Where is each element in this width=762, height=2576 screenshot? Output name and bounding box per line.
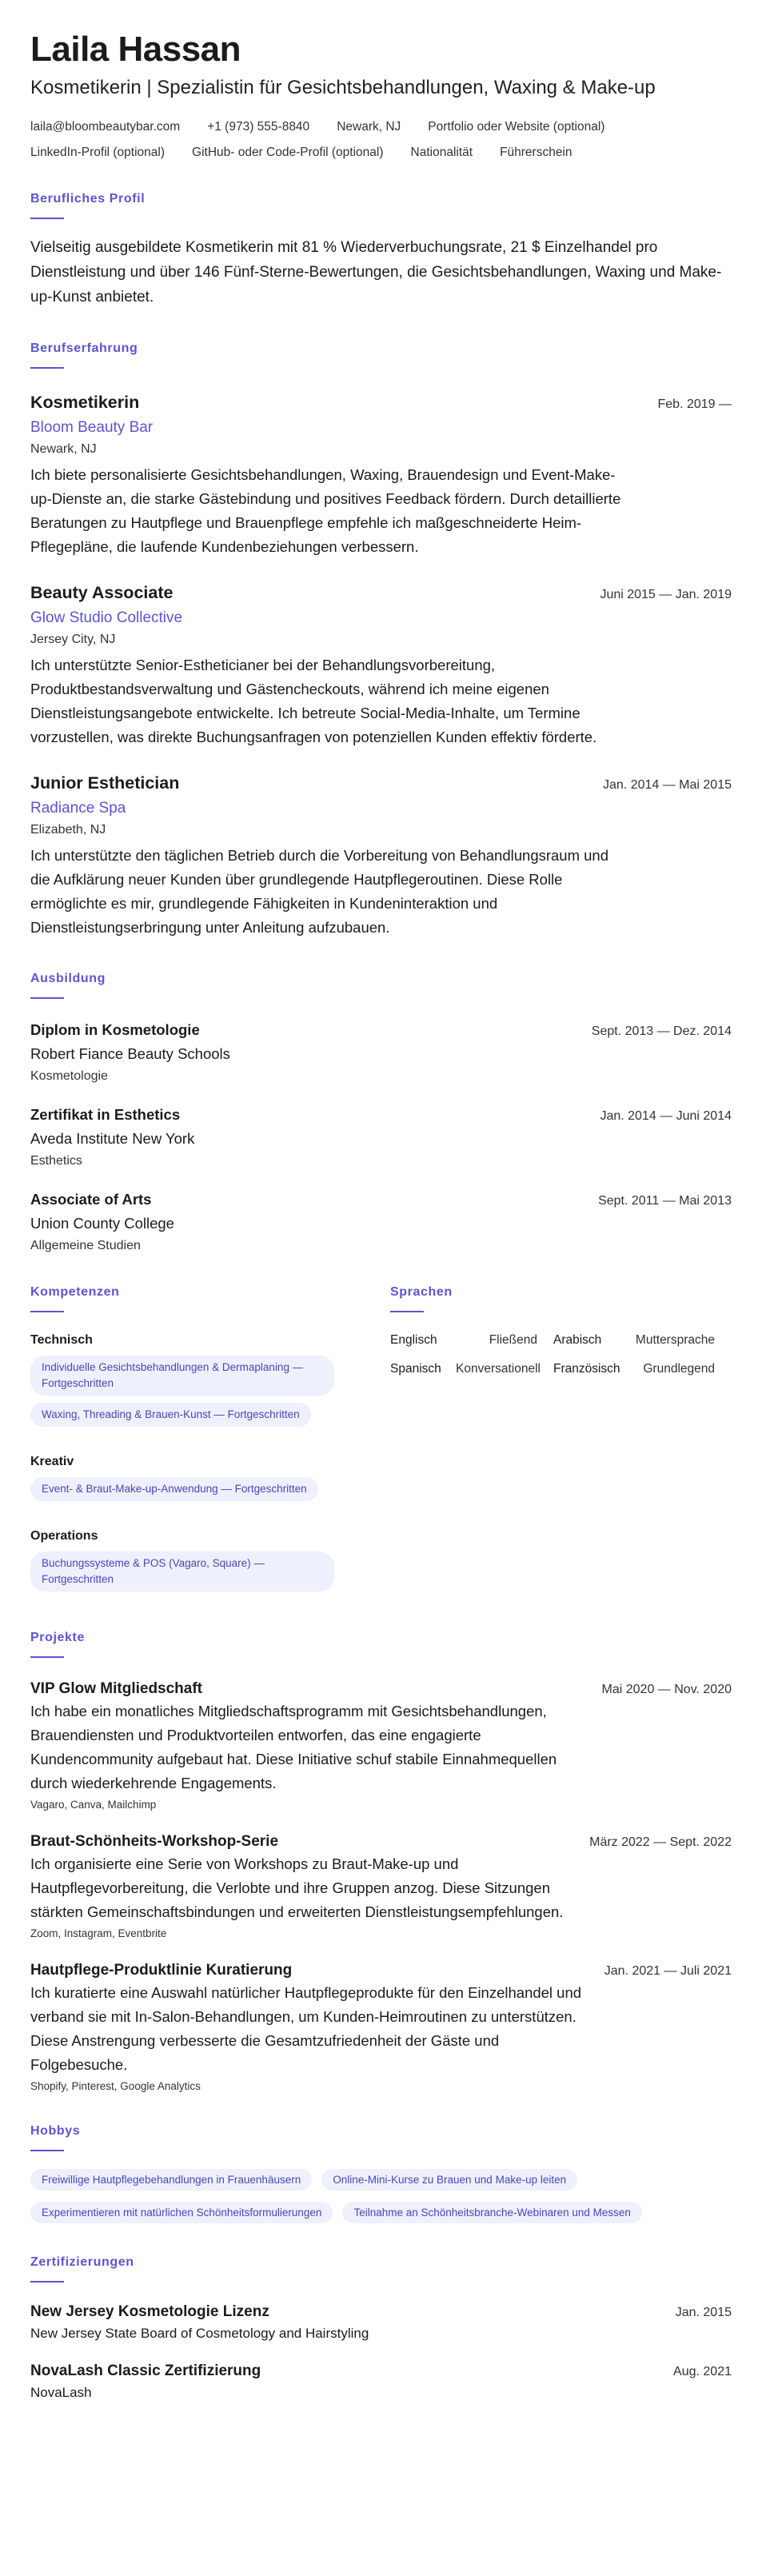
project-entry <box>30 1680 732 1811</box>
certifications-section <box>30 2255 732 2401</box>
education-entry <box>30 1021 732 1084</box>
section-title: Berufserfahrung <box>30 341 138 356</box>
project-tools: Zoom, Instagram, Eventbrite <box>30 1927 167 1940</box>
job-title: Junior Esthetician <box>30 773 180 793</box>
contact-list <box>30 120 732 160</box>
section-divider <box>30 1656 64 1658</box>
job-entry <box>30 773 732 940</box>
job-company: Bloom Beauty Bar <box>30 419 154 437</box>
job-location: Elizabeth, NJ <box>30 823 106 837</box>
language-name: Französisch <box>553 1362 620 1376</box>
skill-chip: Waxing, Threading & Brauen-Kunst — Fortgeschritten <box>30 1403 311 1427</box>
education-field: Allgemeine Studien <box>30 1239 141 1253</box>
skill-chip: Buchungssysteme & POS (Vagaro, Square) — Fortgeschritten <box>30 1552 334 1592</box>
education-date: Jan. 2014 — Juni 2014 <box>600 1109 732 1124</box>
section-title: Kompetenzen <box>30 1285 120 1300</box>
certification-issuer: New Jersey State Board of Cosmetology and Hairstyling <box>30 2326 369 2342</box>
project-tools: Shopify, Pinterest, Google Analytics <box>30 2080 201 2093</box>
project-tools: Vagaro, Canva, Mailchimp <box>30 1799 157 1811</box>
education-date: Sept. 2011 — Mai 2013 <box>598 1194 732 1208</box>
project-date: Jan. 2021 — Juli 2021 <box>604 1964 732 1979</box>
contact-email[interactable]: laila@bloombeautybar.com <box>30 120 181 134</box>
section-title: Zertifizierungen <box>30 2255 134 2270</box>
skills-section <box>30 1285 390 1599</box>
candidate-name: Laila Hassan <box>30 30 241 69</box>
contact-github[interactable]: GitHub- oder Code-Profil (optional) <box>192 146 384 160</box>
certification-issuer: NovaLash <box>30 2385 92 2401</box>
skills-languages-row <box>30 1285 732 1599</box>
language-level: Muttersprache <box>635 1333 715 1348</box>
section-title: Sprachen <box>390 1285 453 1300</box>
hobby-chip: Experimentieren mit natürlichen Schönheitsformulierungen <box>30 2202 333 2223</box>
contact-drivers-license: Führerschein <box>500 146 572 160</box>
job-location: Newark, NJ <box>30 442 97 457</box>
section-title: Ausbildung <box>30 972 106 986</box>
language-level: Grundlegend <box>643 1362 715 1376</box>
job-date: Jan. 2014 — Mai 2015 <box>603 778 732 793</box>
section-divider <box>30 2150 64 2151</box>
project-title: VIP Glow Mitgliedschaft <box>30 1680 203 1698</box>
language-level: Fließend <box>489 1333 537 1348</box>
hobby-chip: Freiwillige Hautpflegebehandlungen in Frauenhäusern <box>30 2169 312 2191</box>
skill-category: Kreativ <box>30 1455 74 1469</box>
education-degree: Diplom in Kosmetologie <box>30 1021 200 1039</box>
education-degree: Zertifikat in Esthetics <box>30 1106 181 1124</box>
education-school: Robert Fiance Beauty Schools <box>30 1045 230 1063</box>
profile-summary: Vielseitig ausgebildete Kosmetikerin mit 81 % Wiederverbuchungsrate, 21 $ Einzelhandel pro Dienstleistung und über 146 Fünf-Sterne-Bewertungen, die Gesichtsbehandlungen, Waxing und Make-up-Kunst anbietet. <box>30 239 722 306</box>
contact-nationality: Nationalität <box>410 146 473 160</box>
education-degree: Associate of Arts <box>30 1191 152 1208</box>
section-divider <box>30 367 64 369</box>
section-divider <box>390 1311 424 1312</box>
skill-chip: Individuelle Gesichtsbehandlungen & Dermaplaning — Fortgeschritten <box>30 1356 334 1396</box>
profile-section <box>30 192 732 310</box>
contact-portfolio[interactable]: Portfolio oder Website (optional) <box>428 120 605 134</box>
section-title: Hobbys <box>30 2124 81 2139</box>
project-date: Mai 2020 — Nov. 2020 <box>601 1683 732 1697</box>
job-title: Kosmetikerin <box>30 393 140 413</box>
job-date: Juni 2015 — Jan. 2019 <box>600 588 732 602</box>
job-title: Beauty Associate <box>30 583 174 603</box>
education-school: Aveda Institute New York <box>30 1130 195 1148</box>
section-title: Berufliches Profil <box>30 192 146 206</box>
project-title: Hautpflege-Produktlinie Kuratierung <box>30 1962 293 1979</box>
contact-location: Newark, NJ <box>337 120 401 134</box>
certification-date: Aug. 2021 <box>673 2365 732 2379</box>
language-level: Konversationell <box>456 1362 541 1376</box>
skill-category: Technisch <box>30 1333 93 1348</box>
languages-section <box>390 1285 722 1599</box>
job-description: Ich unterstützte den täglichen Betrieb durch die Vorbereitung von Behandlungsraum und die Aufklärung neuer Kunden über grundlegende Hautpflegeroutinen. Diese Rolle ermöglichte es mir, grundlegende Fähigkeiten in Kundeninteraktion und Dienstleistungserbringung unter Anleitung aufzubauen. <box>30 847 609 937</box>
education-field: Kosmetologie <box>30 1069 108 1084</box>
certification-entry <box>30 2362 732 2401</box>
job-entry <box>30 393 732 559</box>
language-name: Arabisch <box>553 1333 602 1348</box>
education-field: Esthetics <box>30 1154 82 1168</box>
section-divider <box>30 218 64 219</box>
contact-linkedin[interactable]: LinkedIn-Profil (optional) <box>30 146 166 160</box>
skill-chip: Event- & Braut-Make-up-Anwendung — Fortgeschritten <box>30 1477 318 1501</box>
section-divider <box>30 2281 64 2282</box>
experience-section <box>30 341 732 940</box>
education-date: Sept. 2013 — Dez. 2014 <box>591 1024 732 1039</box>
section-divider <box>30 997 64 999</box>
education-entry <box>30 1191 732 1253</box>
certification-name: New Jersey Kosmetologie Lizenz <box>30 2303 269 2321</box>
job-description: Ich biete personalisierte Gesichtsbehandlungen, Waxing, Brauendesign und Event-Make-up-Dienste an, die starke Gästebindung und positives Feedback fördern. Durch detaillierte Beratungen zu Hautpflege und Brauenpflege empfehle ich maßgeschneiderte Heim-Pflegepläne, die laufende Kundenbeziehungen verbessern. <box>30 466 621 556</box>
job-company: Glow Studio Collective <box>30 609 183 627</box>
skill-category: Operations <box>30 1529 98 1544</box>
job-company: Radiance Spa <box>30 800 126 817</box>
project-entry <box>30 1962 732 2092</box>
education-school: Union County College <box>30 1215 174 1232</box>
job-description: Ich unterstützte Senior-Estheticianer bei der Behandlungsvorbereitung, Produktbestandsverwaltung und Gästencheckouts, während ich meine eigenen Dienstleistungsangebote entwickelte. Ich betreute Social-Media-Inhalte, um Termine vorzustellen, was direkte Buchungsanfragen von potenziellen Kunden effektiv förderte. <box>30 657 597 746</box>
project-description: Ich kuratierte eine Auswahl natürlicher Hautpflegeprodukte für den Einzelhandel und verband sie mit In-Salon-Behandlungen, um Kunden-Heimroutinen zu unterstützen. Diese Anstrengung verbesserte die Gesamtzufriedenheit der Gäste und Folgebesuche. <box>30 1984 582 2074</box>
project-entry <box>30 1833 732 1939</box>
language-name: Englisch <box>390 1333 437 1348</box>
certification-entry <box>30 2303 732 2342</box>
contact-phone[interactable]: +1 (973) 555-8840 <box>207 120 310 134</box>
candidate-headline: Kosmetikerin | Spezialistin für Gesichtsbehandlungen, Waxing & Make-up <box>30 77 656 99</box>
job-date: Feb. 2019 — <box>657 397 732 412</box>
language-name: Spanisch <box>390 1362 441 1376</box>
projects-section <box>30 1631 732 2092</box>
certification-date: Jan. 2015 <box>675 2306 732 2320</box>
project-description: Ich organisierte eine Serie von Workshops zu Braut-Make-up und Hautpflegevorbereitung, die Verlobte und ihre Gruppen anzog. Diese Sitzungen stärkten Gemeinschaftsbindungen und erweiterten Dienstleistungsempfehlungen. <box>30 1855 564 1921</box>
hobby-chip: Online-Mini-Kurse zu Brauen und Make-up leiten <box>321 2169 577 2191</box>
hobbies-section <box>30 2124 732 2223</box>
hobby-chip: Teilnahme an Schönheitsbranche-Webinaren und Messen <box>342 2202 641 2223</box>
education-section <box>30 972 732 1253</box>
job-location: Jersey City, NJ <box>30 633 116 647</box>
job-entry <box>30 583 732 749</box>
section-title: Projekte <box>30 1631 85 1645</box>
project-title: Braut-Schönheits-Workshop-Serie <box>30 1833 279 1851</box>
project-date: März 2022 — Sept. 2022 <box>589 1835 732 1850</box>
project-description: Ich habe ein monatliches Mitgliedschaftsprogramm mit Gesichtsbehandlungen, Brauendiensten und Produktvorteilen entworfen, das eine engagierte Kundencommunity aufgebaut hat. Diese Initiative schuf stabile Einnahmequellen durch wiederkehrende Engagements. <box>30 1703 557 1792</box>
certification-name: NovaLash Classic Zertifizierung <box>30 2362 261 2380</box>
section-divider <box>30 1311 64 1312</box>
education-entry <box>30 1106 732 1168</box>
